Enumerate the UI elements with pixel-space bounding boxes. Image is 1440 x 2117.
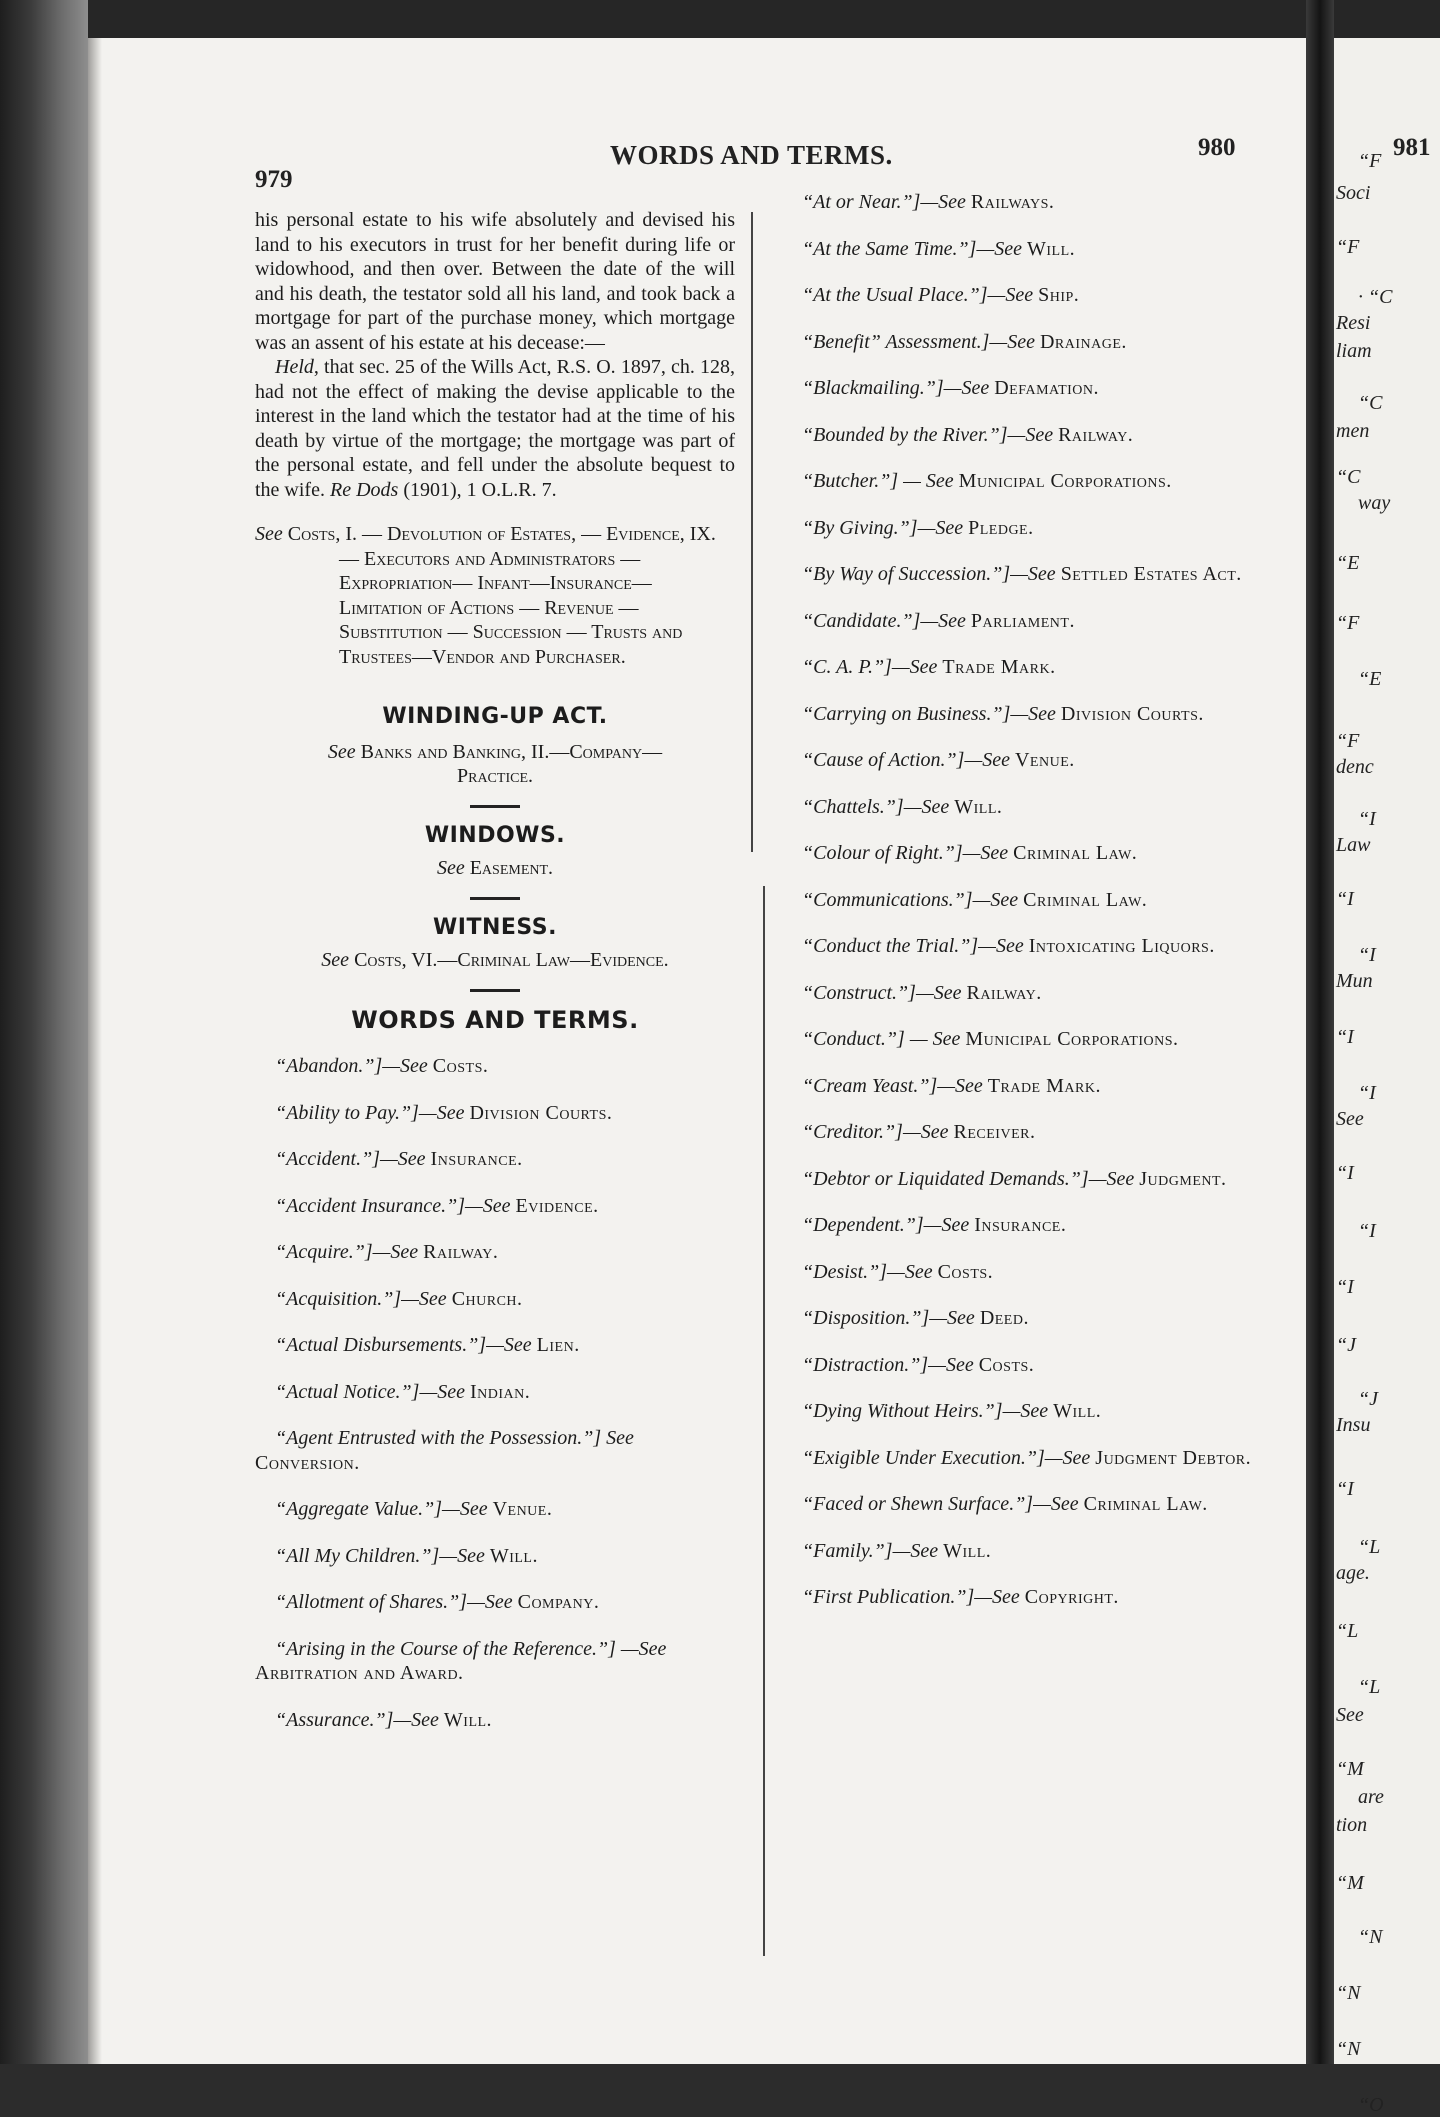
index-entry <box>255 1497 735 1522</box>
page-number-right: 980 <box>1198 134 1236 161</box>
case-name: Re Dods <box>329 478 399 501</box>
entry-see: —See <box>972 888 1019 911</box>
entry-see: —See <box>987 284 1034 306</box>
next-page-fragment: “L <box>1336 1620 1359 1642</box>
index-entry <box>782 655 1282 680</box>
entry-term: “Carrying on Business.”] <box>802 702 1011 725</box>
entry-reference: Division Courts. <box>469 1101 613 1124</box>
entry-term: “Actual Disbursements.”] <box>275 1334 487 1356</box>
entry-see: —See <box>382 1055 428 1077</box>
entry-see: —See <box>920 609 966 632</box>
entry-see: —See <box>928 1353 974 1376</box>
entry-see: —See <box>1033 1493 1079 1515</box>
next-page-fragment: “L <box>1358 1676 1381 1698</box>
next-page-fragment: “I <box>1336 1162 1354 1184</box>
entry-term: “Aggregate Value.”] <box>275 1498 443 1520</box>
index-entry <box>782 1213 1282 1238</box>
index-entry <box>255 1101 735 1126</box>
entry-term: “Butcher.”] <box>802 470 899 492</box>
next-page-fragment: “L <box>1358 1536 1381 1558</box>
next-page-fragment: way <box>1358 492 1391 514</box>
entry-see: —See <box>393 1708 439 1731</box>
entry-term: “Dying Without Heirs.”] <box>802 1400 1003 1422</box>
entry-see: —See <box>915 981 962 1004</box>
next-page-fragment: age. <box>1336 1562 1370 1584</box>
index-entry <box>782 748 1282 773</box>
entry-term: “Distraction.”] <box>802 1353 929 1376</box>
entry-reference: Will. <box>1027 237 1076 260</box>
next-page-fragment: tion <box>1336 1814 1368 1836</box>
entry-reference: Drainage. <box>1039 330 1127 353</box>
entry-see: —See <box>467 1591 513 1613</box>
entry-reference: Trade Mark. <box>942 656 1056 678</box>
next-page-fragment: See <box>1336 1704 1364 1726</box>
index-entry <box>782 609 1282 634</box>
index-entry <box>782 469 1282 494</box>
entry-term: “Cream Yeast.”] <box>802 1074 938 1097</box>
section-see-witness: See Costs, VI.—Criminal Law—Evidence. <box>321 949 669 971</box>
entry-reference: Will. <box>443 1708 493 1731</box>
index-entry <box>782 237 1282 262</box>
entry-reference: Defamation. <box>994 377 1100 399</box>
next-page-fragment: “O <box>1358 2094 1384 2116</box>
index-entry <box>782 1167 1282 1192</box>
entry-see: —See <box>929 1307 975 1329</box>
section-title-windows: WINDOWS. <box>424 822 566 848</box>
entry-term: “Conduct.”] <box>802 1028 905 1050</box>
entry-reference: Costs. <box>432 1055 489 1077</box>
entry-see: —See <box>974 1586 1020 1608</box>
entry-see: —See <box>615 1637 667 1660</box>
next-page-fragment: “F <box>1336 236 1360 258</box>
next-page-fragment: liam <box>1336 340 1372 362</box>
index-entry <box>782 888 1282 913</box>
next-page-fragment: denc <box>1336 756 1374 778</box>
entry-see: —See <box>464 1194 511 1217</box>
entry-term: “Acquire.”] <box>275 1241 373 1263</box>
index-entry <box>782 376 1282 401</box>
entry-reference: Will. <box>954 795 1003 818</box>
next-page-fragment: “F <box>1336 612 1360 634</box>
entry-term: “Ability to Pay.”] <box>275 1101 419 1124</box>
next-page-fragment: “C <box>1336 466 1361 488</box>
index-entry <box>782 841 1282 866</box>
index-entry <box>255 1380 735 1405</box>
index-entry <box>782 1446 1282 1471</box>
next-page-fragment: Soci <box>1336 182 1371 204</box>
entry-see: —See <box>1044 1446 1091 1469</box>
entry-reference: Ship. <box>1038 284 1080 306</box>
index-entry <box>255 1240 735 1265</box>
index-entry <box>255 1708 735 1733</box>
next-page-fragment: “I <box>1336 1478 1354 1500</box>
index-entry <box>782 1492 1282 1517</box>
entry-reference: Division Courts. <box>1060 702 1204 725</box>
entry-term: “Conduct the Trial.”] <box>802 935 979 957</box>
next-page-fragment: “N <box>1336 2038 1361 2060</box>
entry-see: —See <box>1002 1400 1049 1422</box>
entry-see: —See <box>486 1334 532 1356</box>
next-page-fragment: “F <box>1336 730 1360 752</box>
entry-reference: Judgment. <box>1139 1167 1227 1190</box>
next-page-edge <box>1334 38 1440 2116</box>
entry-reference: Pledge. <box>968 516 1034 539</box>
entry-reference: Arbitration and Award. <box>255 1662 464 1684</box>
entry-reference: Will. <box>943 1539 992 1562</box>
entry-see: —See <box>903 795 950 818</box>
running-head: WORDS AND TERMS. <box>610 140 893 170</box>
index-entry <box>255 1426 735 1475</box>
index-entry <box>782 934 1282 959</box>
next-page-fragment: are <box>1358 1786 1384 1808</box>
page-number-next: 981 <box>1393 134 1431 161</box>
entry-term: “Family.”] <box>802 1539 893 1562</box>
entry-term: “Communications.”] <box>802 888 973 911</box>
index-entry <box>255 1147 735 1172</box>
right-entry-list <box>782 190 1282 1610</box>
index-entry <box>255 1544 735 1569</box>
index-entry <box>782 1120 1282 1145</box>
entry-term: “Construct.”] <box>802 981 916 1004</box>
index-entry <box>782 562 1282 587</box>
entry-see: —See <box>978 935 1024 957</box>
next-page-fragment: See <box>1336 1108 1364 1130</box>
entry-reference: Trade Mark. <box>987 1074 1101 1097</box>
index-entry <box>782 1306 1282 1331</box>
see-also-refs: Costs, I. — Devolution of Estates, — Evidence, IX. — Executors and Administrators — Expropriation— Infant—Insurance—Limitation of Actions — Revenue — Substitution — Succession — Trusts and Trustees—Vendor and Purchaser. <box>287 523 716 668</box>
column-rule-upper <box>751 212 753 852</box>
index-entry <box>782 1027 1282 1052</box>
index-entry <box>782 1074 1282 1099</box>
book-spine <box>0 0 88 2064</box>
entry-term: “Chattels.”] <box>802 795 904 818</box>
index-entry <box>255 1333 735 1358</box>
index-entry <box>782 283 1282 308</box>
entry-see: —See <box>439 1544 485 1567</box>
entry-reference: Copyright. <box>1024 1586 1119 1608</box>
entry-term: “Cause of Action.”] <box>802 749 965 771</box>
entry-term: “Blackmailing.”] <box>802 377 944 399</box>
entry-see: —See <box>989 330 1035 353</box>
next-page-fragment: “N <box>1336 1982 1361 2004</box>
case-text: his personal estate to his wife absolutely and devised his land to his executors in trust for her benefit during life or widowhood, and then over. Between the date of the will and his death, the testator sold all his land, and took back a mortgage for part of the purchase money, which mortgage was an assent of his estate at his decease:— <box>255 209 735 354</box>
next-page-fragment: “I <box>1336 1276 1354 1298</box>
next-page-fragment: “J <box>1358 1388 1378 1410</box>
next-page-fragment: “I <box>1358 1082 1376 1104</box>
index-entry <box>782 1539 1282 1564</box>
page-number-left: 979 <box>255 166 293 193</box>
entry-term: “Arising in the Course of the Reference.”] <box>275 1637 616 1660</box>
entry-term: “Desist.”] <box>802 1260 888 1283</box>
left-column <box>255 208 735 1732</box>
entry-reference: Municipal Corporations. <box>965 1028 1179 1050</box>
entry-term: “Accident.”] <box>275 1148 380 1170</box>
index-entry <box>255 1287 735 1312</box>
entry-see: —See <box>1010 702 1056 725</box>
entry-term: “By Giving.”] <box>802 516 918 539</box>
entry-see: —See <box>1010 563 1056 585</box>
entry-term: “Exigible Under Execution.”] <box>802 1446 1045 1469</box>
index-entry <box>782 1260 1282 1285</box>
index-entry <box>255 1590 735 1615</box>
index-entry <box>782 1353 1282 1378</box>
entry-term: “Assurance.”] <box>275 1708 394 1731</box>
section-title-winding-up: WINDING-UP ACT. <box>382 704 608 729</box>
entry-reference: Deed. <box>979 1307 1029 1329</box>
entry-reference: Will. <box>1053 1400 1102 1422</box>
index-entry <box>255 1194 735 1219</box>
right-column <box>782 190 1282 1610</box>
entry-reference: Settled Estates Act. <box>1060 563 1242 585</box>
held-word: Held <box>275 356 314 378</box>
entry-term: “Debtor or Liquidated Demands.”] <box>802 1167 1089 1190</box>
index-entry <box>782 516 1282 541</box>
entry-see: —See <box>920 191 966 213</box>
page-gutter <box>1306 0 1334 2064</box>
next-page-fragment: “I <box>1336 888 1354 910</box>
entry-reference: Insurance. <box>974 1214 1067 1236</box>
column-rule-lower <box>763 886 765 1956</box>
case-citation: (1901), 1 O.L.R. 7. <box>398 478 557 501</box>
section-divider <box>470 989 520 992</box>
see-word: See <box>255 523 283 545</box>
entry-term: “Disposition.”] <box>802 1307 930 1329</box>
entry-term: “C. A. P.”] <box>802 656 892 678</box>
entry-see: —See <box>442 1498 488 1520</box>
entry-see: —See <box>937 1074 983 1097</box>
entry-reference: Will. <box>489 1544 538 1567</box>
entry-reference: Lien. <box>536 1334 580 1356</box>
next-page-fragment: “I <box>1358 1220 1376 1242</box>
entry-term: “At or Near.”] <box>802 191 921 213</box>
entry-reference: Railway. <box>1058 423 1134 446</box>
entry-term: “All My Children.”] <box>275 1544 440 1567</box>
entry-term: “Faced or Shewn Surface.”] <box>802 1493 1034 1515</box>
entry-see: — See <box>898 470 954 492</box>
entry-term: “Agent Entrusted with the Possession.”] <box>275 1427 602 1449</box>
entry-term: “At the Usual Place.”] <box>802 284 988 306</box>
entry-see: —See <box>902 1121 949 1143</box>
entry-see: —See <box>943 377 990 399</box>
entry-reference: Venue. <box>492 1498 553 1520</box>
next-page-fragment: “I <box>1336 1026 1354 1048</box>
next-page-fragment: “F <box>1358 150 1382 172</box>
entry-reference: Indian. <box>470 1380 531 1403</box>
entry-see: —See <box>418 1101 465 1124</box>
entry-see: —See <box>964 749 1010 771</box>
index-entry <box>782 423 1282 448</box>
entry-reference: Costs. <box>937 1260 994 1283</box>
next-page-fragment: Resi <box>1336 312 1371 334</box>
entry-reference: Railway. <box>966 981 1042 1004</box>
entry-see: —See <box>917 516 964 539</box>
next-page-fragment: Law <box>1336 834 1371 856</box>
entry-reference: Municipal Corporations. <box>958 470 1172 492</box>
entry-see: See <box>601 1427 634 1449</box>
entry-reference: Parliament. <box>970 609 1075 632</box>
entry-reference: Church. <box>451 1287 523 1310</box>
next-page-fragment: Mun <box>1336 970 1373 992</box>
entry-term: “Abandon.”] <box>275 1055 383 1077</box>
entry-see: —See <box>401 1287 447 1310</box>
entry-term: “By Way of Succession.”] <box>802 563 1011 585</box>
entry-reference: Insurance. <box>430 1148 523 1170</box>
section-title-witness: WITNESS. <box>433 914 557 940</box>
entry-see: —See <box>891 656 938 678</box>
entry-term: “Colour of Right.”] <box>802 842 963 864</box>
entry-see: —See <box>372 1241 419 1263</box>
see-also-block <box>255 522 735 669</box>
index-entry <box>782 190 1282 215</box>
next-page-fragment: “M <box>1336 1872 1364 1894</box>
next-page-fragment: · “C <box>1358 286 1393 308</box>
entry-reference: Railway. <box>423 1241 499 1263</box>
entry-term: “Allotment of Shares.”] <box>275 1591 468 1613</box>
section-see-winding-up: See Banks and Banking, II.—Company— Practice. <box>327 740 663 787</box>
left-entry-list <box>255 1054 735 1732</box>
entry-see: —See <box>1007 423 1054 446</box>
entry-see: —See <box>976 237 1022 260</box>
entry-term: “Acquisition.”] <box>275 1287 402 1310</box>
entry-reference: Venue. <box>1014 749 1075 771</box>
entry-term: “At the Same Time.”] <box>802 237 977 260</box>
entry-see: —See <box>892 1539 939 1562</box>
next-page-fragment: men <box>1336 420 1370 442</box>
next-page-fragment: “E <box>1336 552 1360 574</box>
entry-reference: Evidence. <box>515 1194 599 1217</box>
entry-reference: Intoxicating Liquors. <box>1028 935 1215 957</box>
entry-term: “Creditor.”] <box>802 1121 903 1143</box>
entry-see: —See <box>419 1380 465 1403</box>
entry-reference: Costs. <box>978 1353 1035 1376</box>
section-title-words-and-terms: WORDS AND TERMS. <box>351 1005 639 1034</box>
entry-term: “Candidate.”] <box>802 609 921 632</box>
entry-reference: Criminal Law. <box>1083 1493 1208 1515</box>
entry-reference: Company. <box>517 1591 600 1613</box>
held-text: , that sec. 25 of the Wills Act, R.S. O. 1897, ch. 128, had not the effect of making the devise applicable to the interest in the land which the testator had at the time of his death by virtue of the mortgage; the mortgage was part of the personal estate, and fell under the absolute bequest to the wife. <box>255 356 735 501</box>
held-paragraph <box>255 355 735 502</box>
entry-see: — See <box>904 1028 961 1050</box>
entry-see: —See <box>962 842 1009 864</box>
index-entry <box>782 981 1282 1006</box>
next-page-fragment: “N <box>1358 1926 1383 1948</box>
entry-see: —See <box>923 1214 970 1236</box>
entry-reference: Railways. <box>970 191 1055 213</box>
entry-term: “Bounded by the River.”] <box>802 423 1008 446</box>
index-entry <box>255 1637 735 1686</box>
next-page-fragment: “I <box>1358 808 1376 830</box>
entry-reference: Conversion. <box>255 1451 360 1474</box>
next-page-fragment: “M <box>1336 1758 1364 1780</box>
index-entry <box>255 1054 735 1079</box>
section-divider <box>470 897 520 900</box>
section-see-windows: See Easement. <box>436 857 554 879</box>
page-edge-shadow <box>88 38 102 2064</box>
entry-term: “Dependent.”] <box>802 1214 924 1236</box>
entry-term: “Accident Insurance.”] <box>275 1194 465 1217</box>
next-page-fragment: “E <box>1358 668 1382 690</box>
entry-term: “Actual Notice.”] <box>275 1380 420 1403</box>
index-entry <box>782 702 1282 727</box>
index-entry <box>782 1399 1282 1424</box>
next-page-fragment: Insu <box>1336 1414 1371 1436</box>
index-entry <box>782 795 1282 820</box>
index-entry <box>782 330 1282 355</box>
entry-reference: Criminal Law. <box>1013 842 1138 864</box>
entry-reference: Criminal Law. <box>1023 888 1148 911</box>
section-divider <box>470 805 520 808</box>
entry-term: “Benefit” Assessment.] <box>802 330 990 353</box>
entry-see: —See <box>1088 1167 1135 1190</box>
index-entry <box>782 1585 1282 1610</box>
next-page-fragment: “I <box>1358 944 1376 966</box>
entry-see: —See <box>380 1148 426 1170</box>
entry-reference: Judgment Debtor. <box>1095 1446 1252 1469</box>
next-page-fragment: “C <box>1358 392 1383 414</box>
entry-see: —See <box>887 1260 933 1283</box>
entry-term: “First Publication.”] <box>802 1586 975 1608</box>
scan-background <box>0 0 1440 42</box>
case-paragraph <box>255 208 735 355</box>
next-page-fragment: “J <box>1336 1334 1356 1356</box>
entry-reference: Receiver. <box>953 1121 1036 1143</box>
